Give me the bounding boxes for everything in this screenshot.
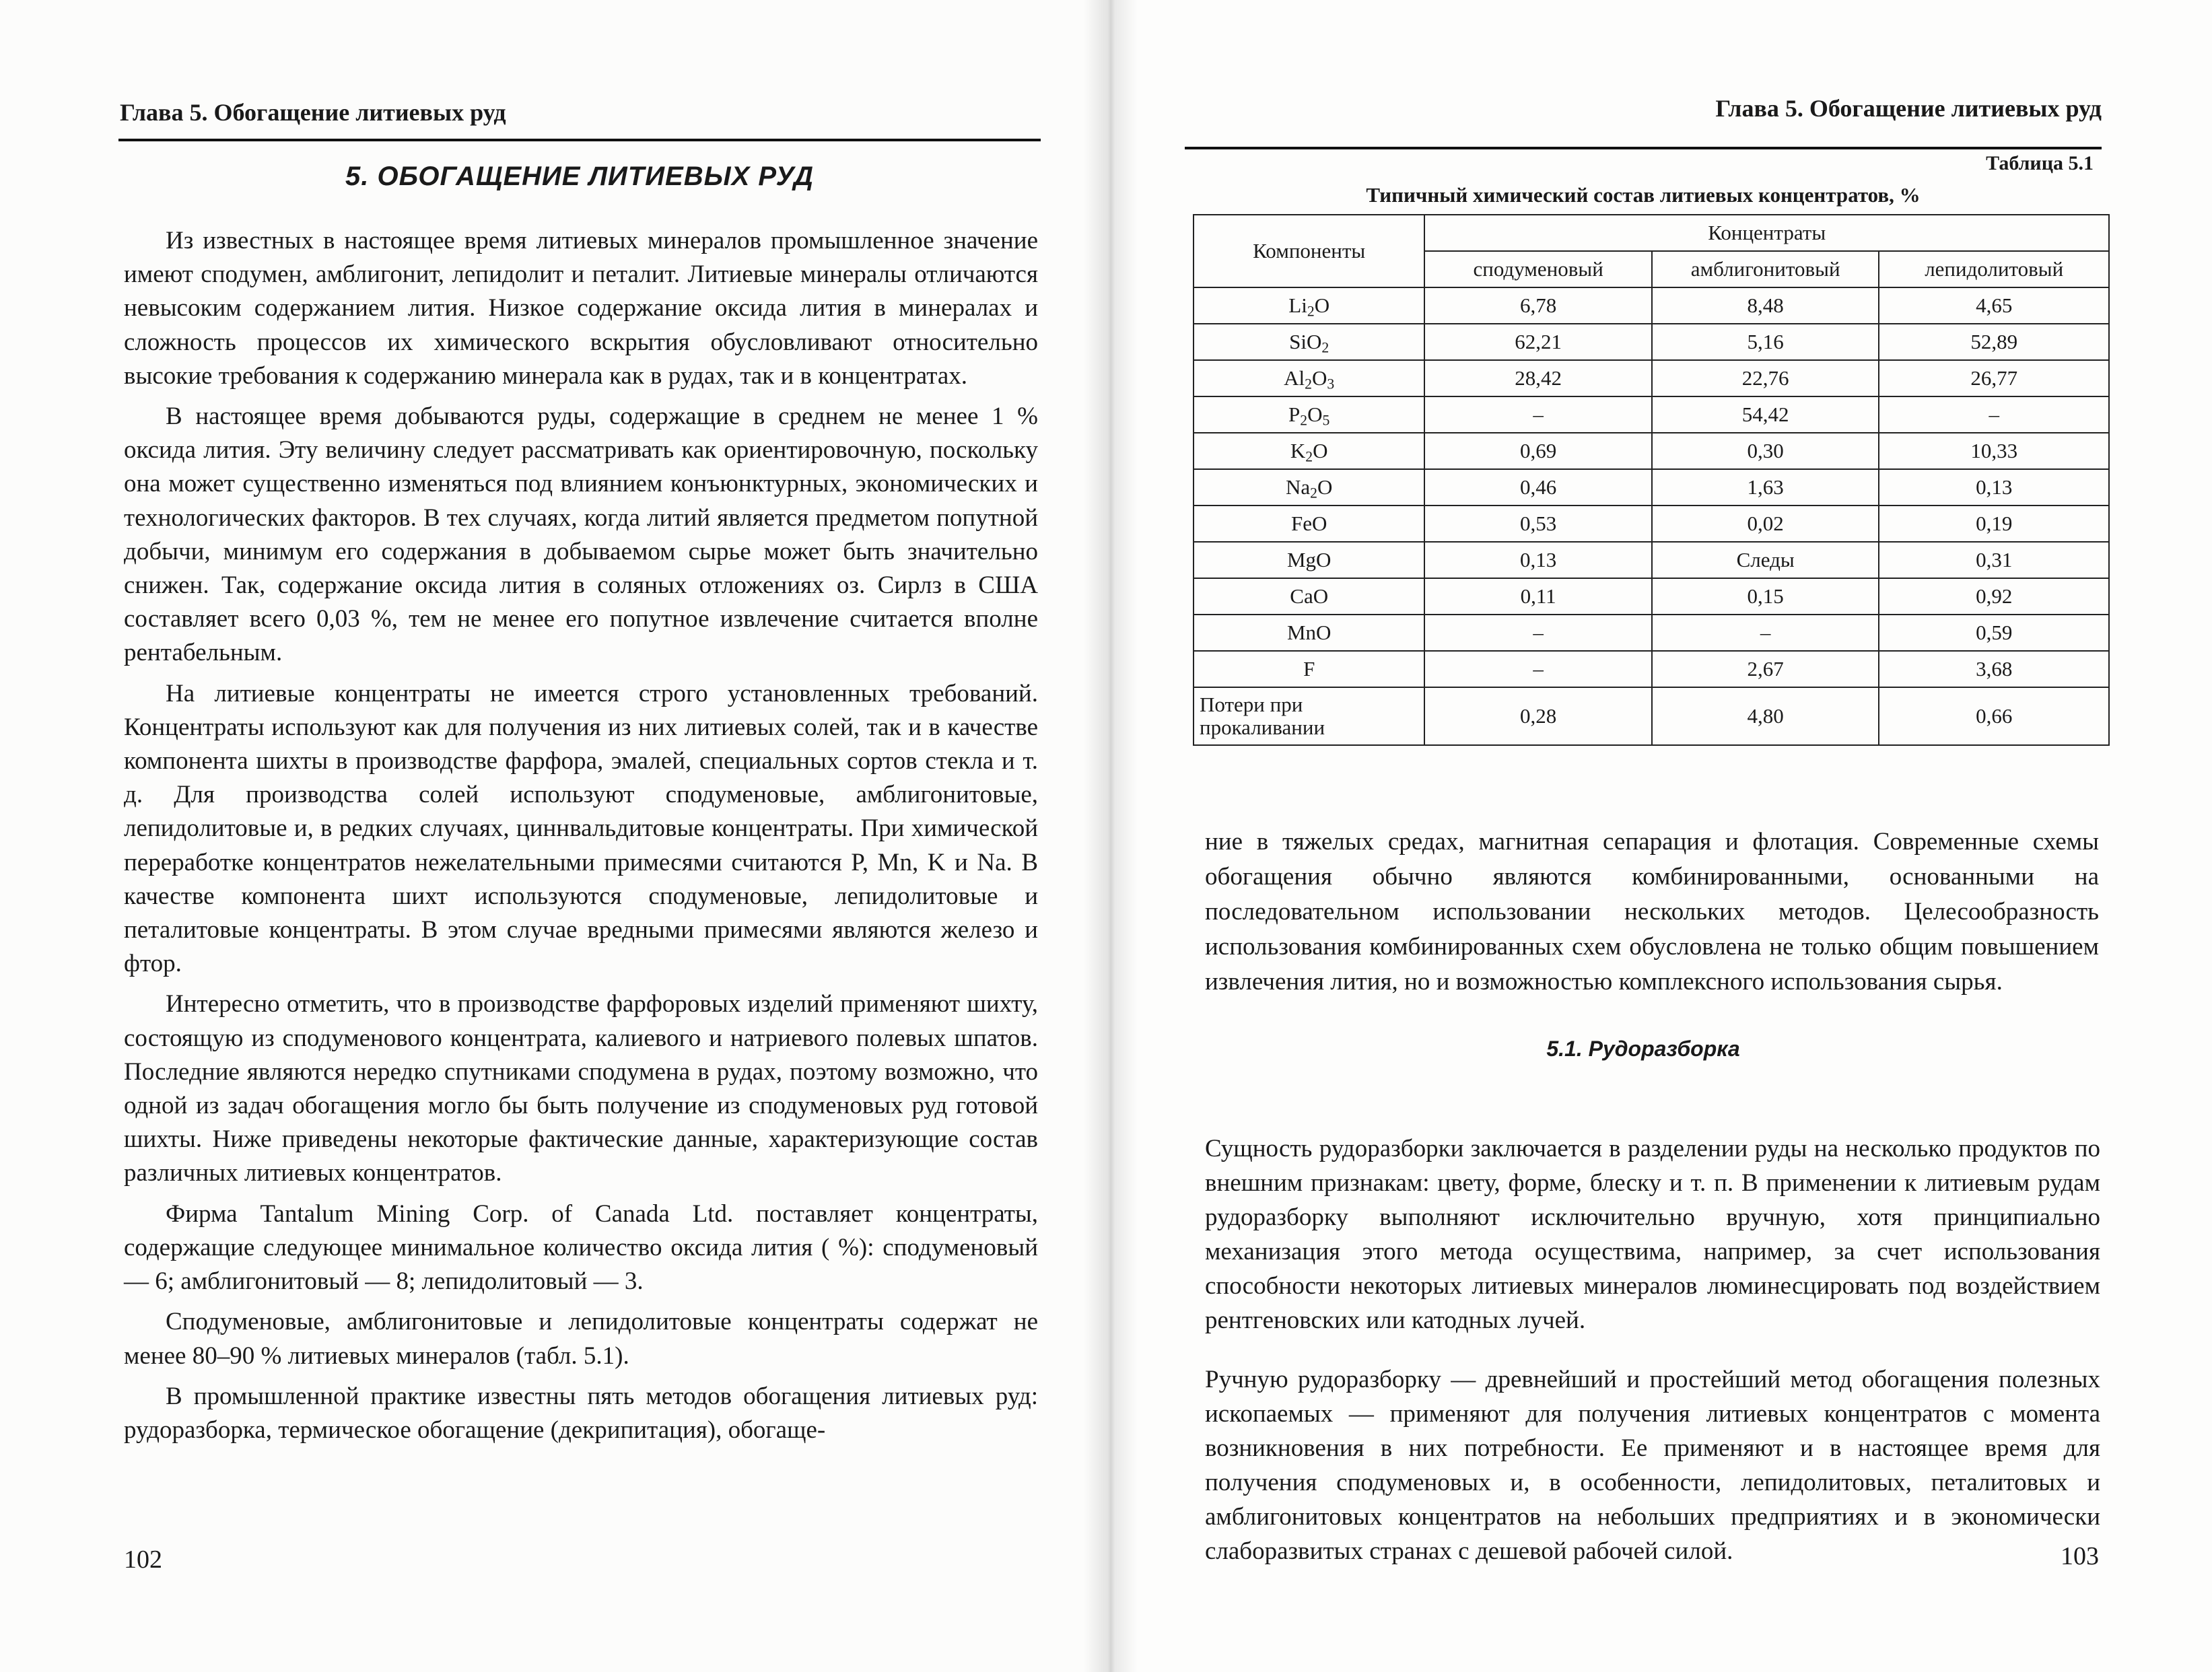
table-row — [1194, 324, 2109, 360]
table-label: Таблица 5.1 — [1986, 152, 2094, 174]
value-cell: 4,65 — [1879, 287, 2109, 324]
table-row — [1194, 433, 2109, 469]
value-cell: 0,13 — [1424, 542, 1651, 578]
value-cell: 22,76 — [1652, 360, 1879, 396]
running-head-right: Глава 5. Обогащение литиевых руд — [1715, 95, 2102, 122]
book-gutter-shadow — [1084, 0, 1138, 1672]
right-body-text — [1205, 1107, 2100, 1593]
value-cell: – — [1652, 615, 1879, 651]
running-head-left: Глава 5. Обогащение литиевых руд — [120, 99, 506, 126]
value-cell: 0,02 — [1652, 506, 1879, 542]
value-cell: 54,42 — [1652, 396, 1879, 433]
component-cell: MnO — [1194, 615, 1424, 651]
value-cell: – — [1424, 615, 1651, 651]
component-cell: $Na_2O$ — [1194, 469, 1424, 506]
header-lepidolite: лепидолитовый — [1879, 251, 2109, 287]
component-cell: MgO — [1194, 542, 1424, 578]
page-number-left: 102 — [124, 1545, 162, 1574]
value-cell: 52,89 — [1879, 324, 2109, 360]
right-page — [1104, 0, 2212, 1672]
value-cell: 5,16 — [1652, 324, 1879, 360]
table-row — [1194, 651, 2109, 687]
continuation-text — [1205, 800, 2099, 1024]
header-rule-left — [118, 139, 1041, 141]
table-row — [1194, 687, 2109, 745]
value-cell: 0,46 — [1424, 469, 1651, 506]
table-row — [1194, 506, 2109, 542]
value-cell: 6,78 — [1424, 287, 1651, 324]
paragraph: В промышленной практике известны пять методов обогащения литиевых руд: рудоразборка, термическое обогащение (декрипитация), обогаще- — [124, 1382, 1038, 1444]
component-cell: FeO — [1194, 506, 1424, 542]
paragraph: На литиевые концентраты не имеется строго установленных требований. Концентраты используют как для получения из них литиевых солей, так и в качестве компонента шихты в производстве фарфора, эмалей, специальных сортов стекла и т. д. Для производства солей используют сподуменовые, амблигонитовые, лепидолитовые и, в редких случаях, циннвальдитовые концентраты. При химической переработке концентратов нежелательными примесями считаются P, Mn, K и Na. В качестве компонента шихт используются сподуменовые, лепидолитовые и петалитовые концентраты. В этом случае вредными примесями являются железо и фтор. — [124, 679, 1038, 978]
paragraph: В настоящее время добываются руды, содержащие в среднем не менее 1 % оксида лития. Эту величину следует рассматривать как ориентировочную, поскольку она может существенно изменяться под влиянием конъюнктурных, экономических и технологических факторов. В тех случаях, когда литий является предметом попутной добычи, минимум его содержания в добываемом сырье может быть значительно снижен. Так, содержание оксида лития в соляных отложениях оз. Сирлз в США составляет всего 0,03 %, тем не менее его попутное извлечение считается вполне рентабельным. — [124, 403, 1038, 667]
value-cell: 2,67 — [1652, 651, 1879, 687]
component-cell: $Li_2O$ — [1194, 287, 1424, 324]
value-cell: 0,28 — [1424, 687, 1651, 745]
component-cell: F — [1194, 651, 1424, 687]
value-cell: 10,33 — [1879, 433, 2109, 469]
value-cell: 0,15 — [1652, 578, 1879, 615]
value-cell: 4,80 — [1652, 687, 1879, 745]
table-row — [1194, 396, 2109, 433]
value-cell: 0,31 — [1879, 542, 2109, 578]
header-concentrates: Концентраты — [1424, 215, 2109, 251]
value-cell: 3,68 — [1879, 651, 2109, 687]
table-caption: Типичный химический состав литиевых концентратов, % — [1366, 183, 1921, 207]
value-cell: 0,53 — [1424, 506, 1651, 542]
header-amblygonite: амблигонитовый — [1652, 251, 1879, 287]
left-body-text — [124, 224, 1038, 1447]
value-cell: 0,66 — [1879, 687, 2109, 745]
value-cell: – — [1879, 396, 2109, 433]
paragraph: Сущность рудоразборки заключается в разделении руды на несколько продуктов по внешним признакам: цвету, форме, блеску и т. п. В применении к литиевым рудам рудоразборку выполняют исключительно вручную, хотя принципиально механизация этого метода осуществима, например, за счет использования способности некоторых литиевых минералов люминесцировать под воздействием рентгеновских или катодных лучей. — [1205, 1135, 2100, 1334]
value-cell: – — [1424, 396, 1651, 433]
component-cell: $P_2O_5$ — [1194, 396, 1424, 433]
paragraph: Ручную рудоразборку — древнейший и простейший метод обогащения полезных ископаемых — применяют для получения литиевых концентратов с момента возникновения в них потребности. Ее применяют и в настоящее время для получения сподуменовых и, в особенности, лепидолитовых, петалитовых и амблигонитовых концентратов на небольших предприятиях и в экономически слаборазвитых странах с дешевой рабочей силой. — [1205, 1366, 2100, 1565]
chapter-title: 5. ОБОГАЩЕНИЕ ЛИТИЕВЫХ РУД — [345, 162, 814, 191]
paragraph: Интересно отметить, что в производстве фарфоровых изделий применяют шихту, состоящую из сподуменового концентрата, калиевого и натриевого полевых шпатов. Последние являются нередко спутниками сподумена в рудах, поэтому возможно, что одной из задач обогащения могло бы быть получение из сподуменовых руд готовой шихты. Ниже приведены некоторые фактические данные, характеризующие состав различных литиевых концентратов. — [124, 990, 1038, 1187]
table-row — [1194, 360, 2109, 396]
component-cell: Потери при прокаливании — [1194, 687, 1424, 745]
component-cell: CaO — [1194, 578, 1424, 615]
value-cell: 62,21 — [1424, 324, 1651, 360]
table-body — [1194, 287, 2109, 745]
table-row — [1194, 287, 2109, 324]
component-cell: $K_2O$ — [1194, 433, 1424, 469]
table-row — [1194, 542, 2109, 578]
component-cell: $Al_2O_3$ — [1194, 360, 1424, 396]
value-cell: 1,63 — [1652, 469, 1879, 506]
value-cell: 0,59 — [1879, 615, 2109, 651]
value-cell: 8,48 — [1652, 287, 1879, 324]
left-page — [0, 0, 1104, 1672]
paragraph: ние в тяжелых средах, магнитная сепарация и флотация. Современные схемы обогащения обычно являются комбинированными, основанными на последовательном использовании нескольких методов. Целесообразность использования комбинированных схем обусловлена не только общим повышением извлечения лития, но и возможностью комплексного использования сырья. — [1205, 828, 2099, 996]
paragraph: Из известных в настоящее время литиевых минералов промышленное значение имеют сподумен, амблигонит, лепидолит и петалит. Литиевые минералы отличаются невысоким содержанием лития. Низкое содержание оксида лития в минералах и сложность процессов их химического вскрытия обусловливают относительно высокие требования к содержанию минерала как в рудах, так и в концентратах. — [124, 227, 1038, 390]
header-components: Компоненты — [1194, 215, 1424, 287]
value-cell: 0,69 — [1424, 433, 1651, 469]
value-cell: 0,30 — [1652, 433, 1879, 469]
value-cell: 0,19 — [1879, 506, 2109, 542]
table-row — [1194, 615, 2109, 651]
value-cell: 0,13 — [1879, 469, 2109, 506]
table-row — [1194, 578, 2109, 615]
section-title: 5.1. Рудоразборка — [1546, 1037, 1740, 1061]
value-cell: Следы — [1652, 542, 1879, 578]
header-rule-right — [1185, 147, 2102, 149]
header-spodumene: сподуменовый — [1424, 251, 1651, 287]
component-cell: SiO$_2$ — [1194, 324, 1424, 360]
value-cell: 0,92 — [1879, 578, 2109, 615]
paragraph: Фирма Tantalum Mining Corp. of Canada Ltd. поставляет концентраты, содержащие следующее минимальное количество оксида лития ( %): сподуменовый — 6; амблигонитовый — 8; лепидолитовый — 3. — [124, 1199, 1038, 1296]
table-row — [1194, 469, 2109, 506]
paragraph: Сподуменовые, амблигонитовые и лепидолитовые концентраты содержат не менее 80–90 % литиевых минералов (табл. 5.1). — [124, 1308, 1038, 1370]
value-cell: 26,77 — [1879, 360, 2109, 396]
value-cell: 28,42 — [1424, 360, 1651, 396]
page-number-right: 103 — [2061, 1542, 2099, 1570]
value-cell: – — [1424, 651, 1651, 687]
value-cell: 0,11 — [1424, 578, 1651, 615]
chemical-composition-table — [1193, 214, 2110, 746]
